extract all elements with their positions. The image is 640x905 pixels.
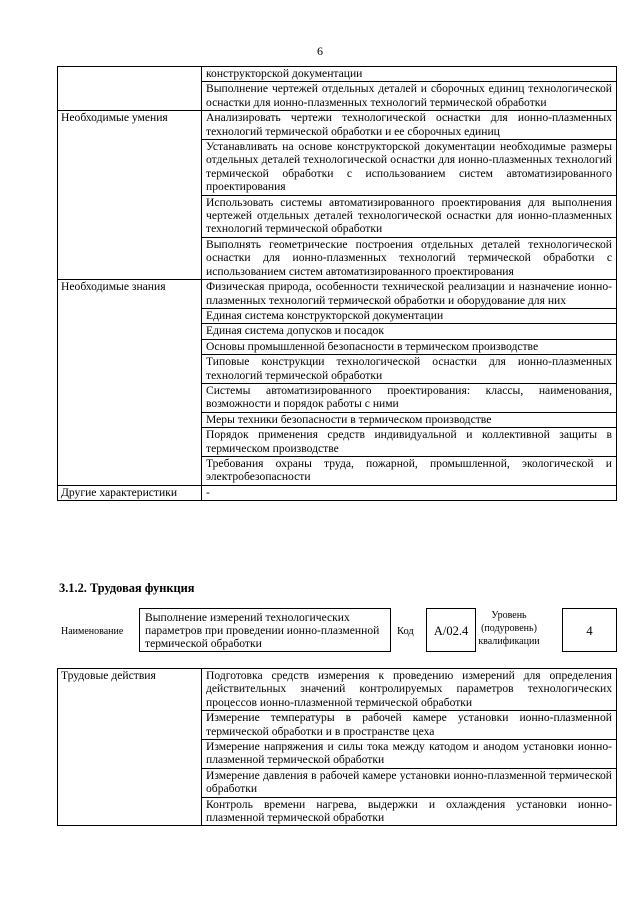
row-text: Использовать системы автоматизированного проектирования для выполнения чертежей отдельных деталей технологической оснастки для ионно-плазменных технологий термической обработки bbox=[202, 195, 617, 237]
table-row bbox=[58, 280, 617, 309]
row-text: Единая система конструкторской документации bbox=[202, 308, 617, 323]
code-label: Код bbox=[397, 626, 414, 637]
row-text: Измерение напряжения и силы тока между катодом и анодом установки ионно-плазменной термической обработки bbox=[202, 740, 617, 769]
row-text: Физическая природа, особенности технической реализации и назначение ионно-плазменных технологий термической обработки и оборудование для них bbox=[202, 280, 617, 309]
labor-actions-table bbox=[57, 668, 617, 826]
row-text: Системы автоматизированного проектирования: классы, наименования, возможности и порядок работы с ними bbox=[202, 383, 617, 412]
row-text: - bbox=[202, 485, 617, 500]
row-text: Подготовка средств измерения к проведению измерений для определения действительных значений контролируемых параметров технологических процессов ионно-плазменной термической обработки bbox=[202, 669, 617, 711]
row-text: Измерение температуры в рабочей камере установки ионно-плазменной термической обработки и в пространстве цеха bbox=[202, 711, 617, 740]
row-text: Требования охраны труда, пожарной, промышленной, экологической и электробезопасности bbox=[202, 456, 617, 485]
row-label bbox=[58, 67, 202, 111]
function-code: А/02.4 bbox=[426, 608, 476, 652]
table-row bbox=[58, 669, 617, 711]
row-label-skills: Необходимые умения bbox=[58, 111, 202, 280]
table-row bbox=[58, 111, 617, 140]
page-number: 6 bbox=[317, 44, 323, 58]
row-text: Устанавливать на основе конструкторской документации необходимые размеры отдельных деталей технологической оснастки для ионно-плазменных технологий термической обработки с использованием систем автоматизированного проектирования bbox=[202, 140, 617, 196]
row-text: Выполнение чертежей отдельных деталей и сборочных единиц технологической оснастки для ионно-плазменных технологий термической обработки bbox=[202, 82, 617, 111]
row-label-other: Другие характеристики bbox=[58, 485, 202, 500]
row-label-knowledge: Необходимые знания bbox=[58, 280, 202, 486]
row-label-actions: Трудовые действия bbox=[58, 669, 202, 826]
table-row bbox=[58, 67, 617, 82]
row-text: Порядок применения средств индивидуальной и коллективной защиты в термическом производстве bbox=[202, 428, 617, 457]
row-text: Контроль времени нагрева, выдержки и охлаждения установки ионно-плазменной термической обработки bbox=[202, 797, 617, 826]
function-header bbox=[57, 606, 617, 656]
row-text: Единая система допусков и посадок bbox=[202, 324, 617, 339]
function-name: Выполнение измерений технологических параметров при проведении ионно-плазменной термической обработки bbox=[139, 608, 391, 652]
row-text: Меры техники безопасности в термическом производстве bbox=[202, 412, 617, 427]
row-text: Выполнять геометрические построения отдельных деталей технологической оснастки для ионно-плазменных технологий термической обработки с использованием систем автоматизированного проектирования bbox=[202, 237, 617, 279]
qualification-level: 4 bbox=[562, 608, 617, 652]
level-label: Уровень (подуровень) квалификации bbox=[478, 610, 540, 647]
row-text: Измерение давления в рабочей камере установки ионно-плазменной термической обработки bbox=[202, 768, 617, 797]
row-text: Анализировать чертежи технологической оснастки для ионно-плазменных технологий термической обработки и ее сборочных единиц bbox=[202, 111, 617, 140]
row-text: конструкторской документации bbox=[202, 67, 617, 82]
table-row bbox=[58, 485, 617, 500]
skills-knowledge-table bbox=[57, 66, 617, 501]
row-text: Основы промышленной безопасности в термическом производстве bbox=[202, 339, 617, 354]
row-text: Типовые конструкции технологической оснастки для ионно-плазменных технологий термической обработки bbox=[202, 355, 617, 384]
section-title: 3.1.2. Трудовая функция bbox=[59, 581, 195, 595]
name-label: Наименование bbox=[61, 626, 124, 637]
